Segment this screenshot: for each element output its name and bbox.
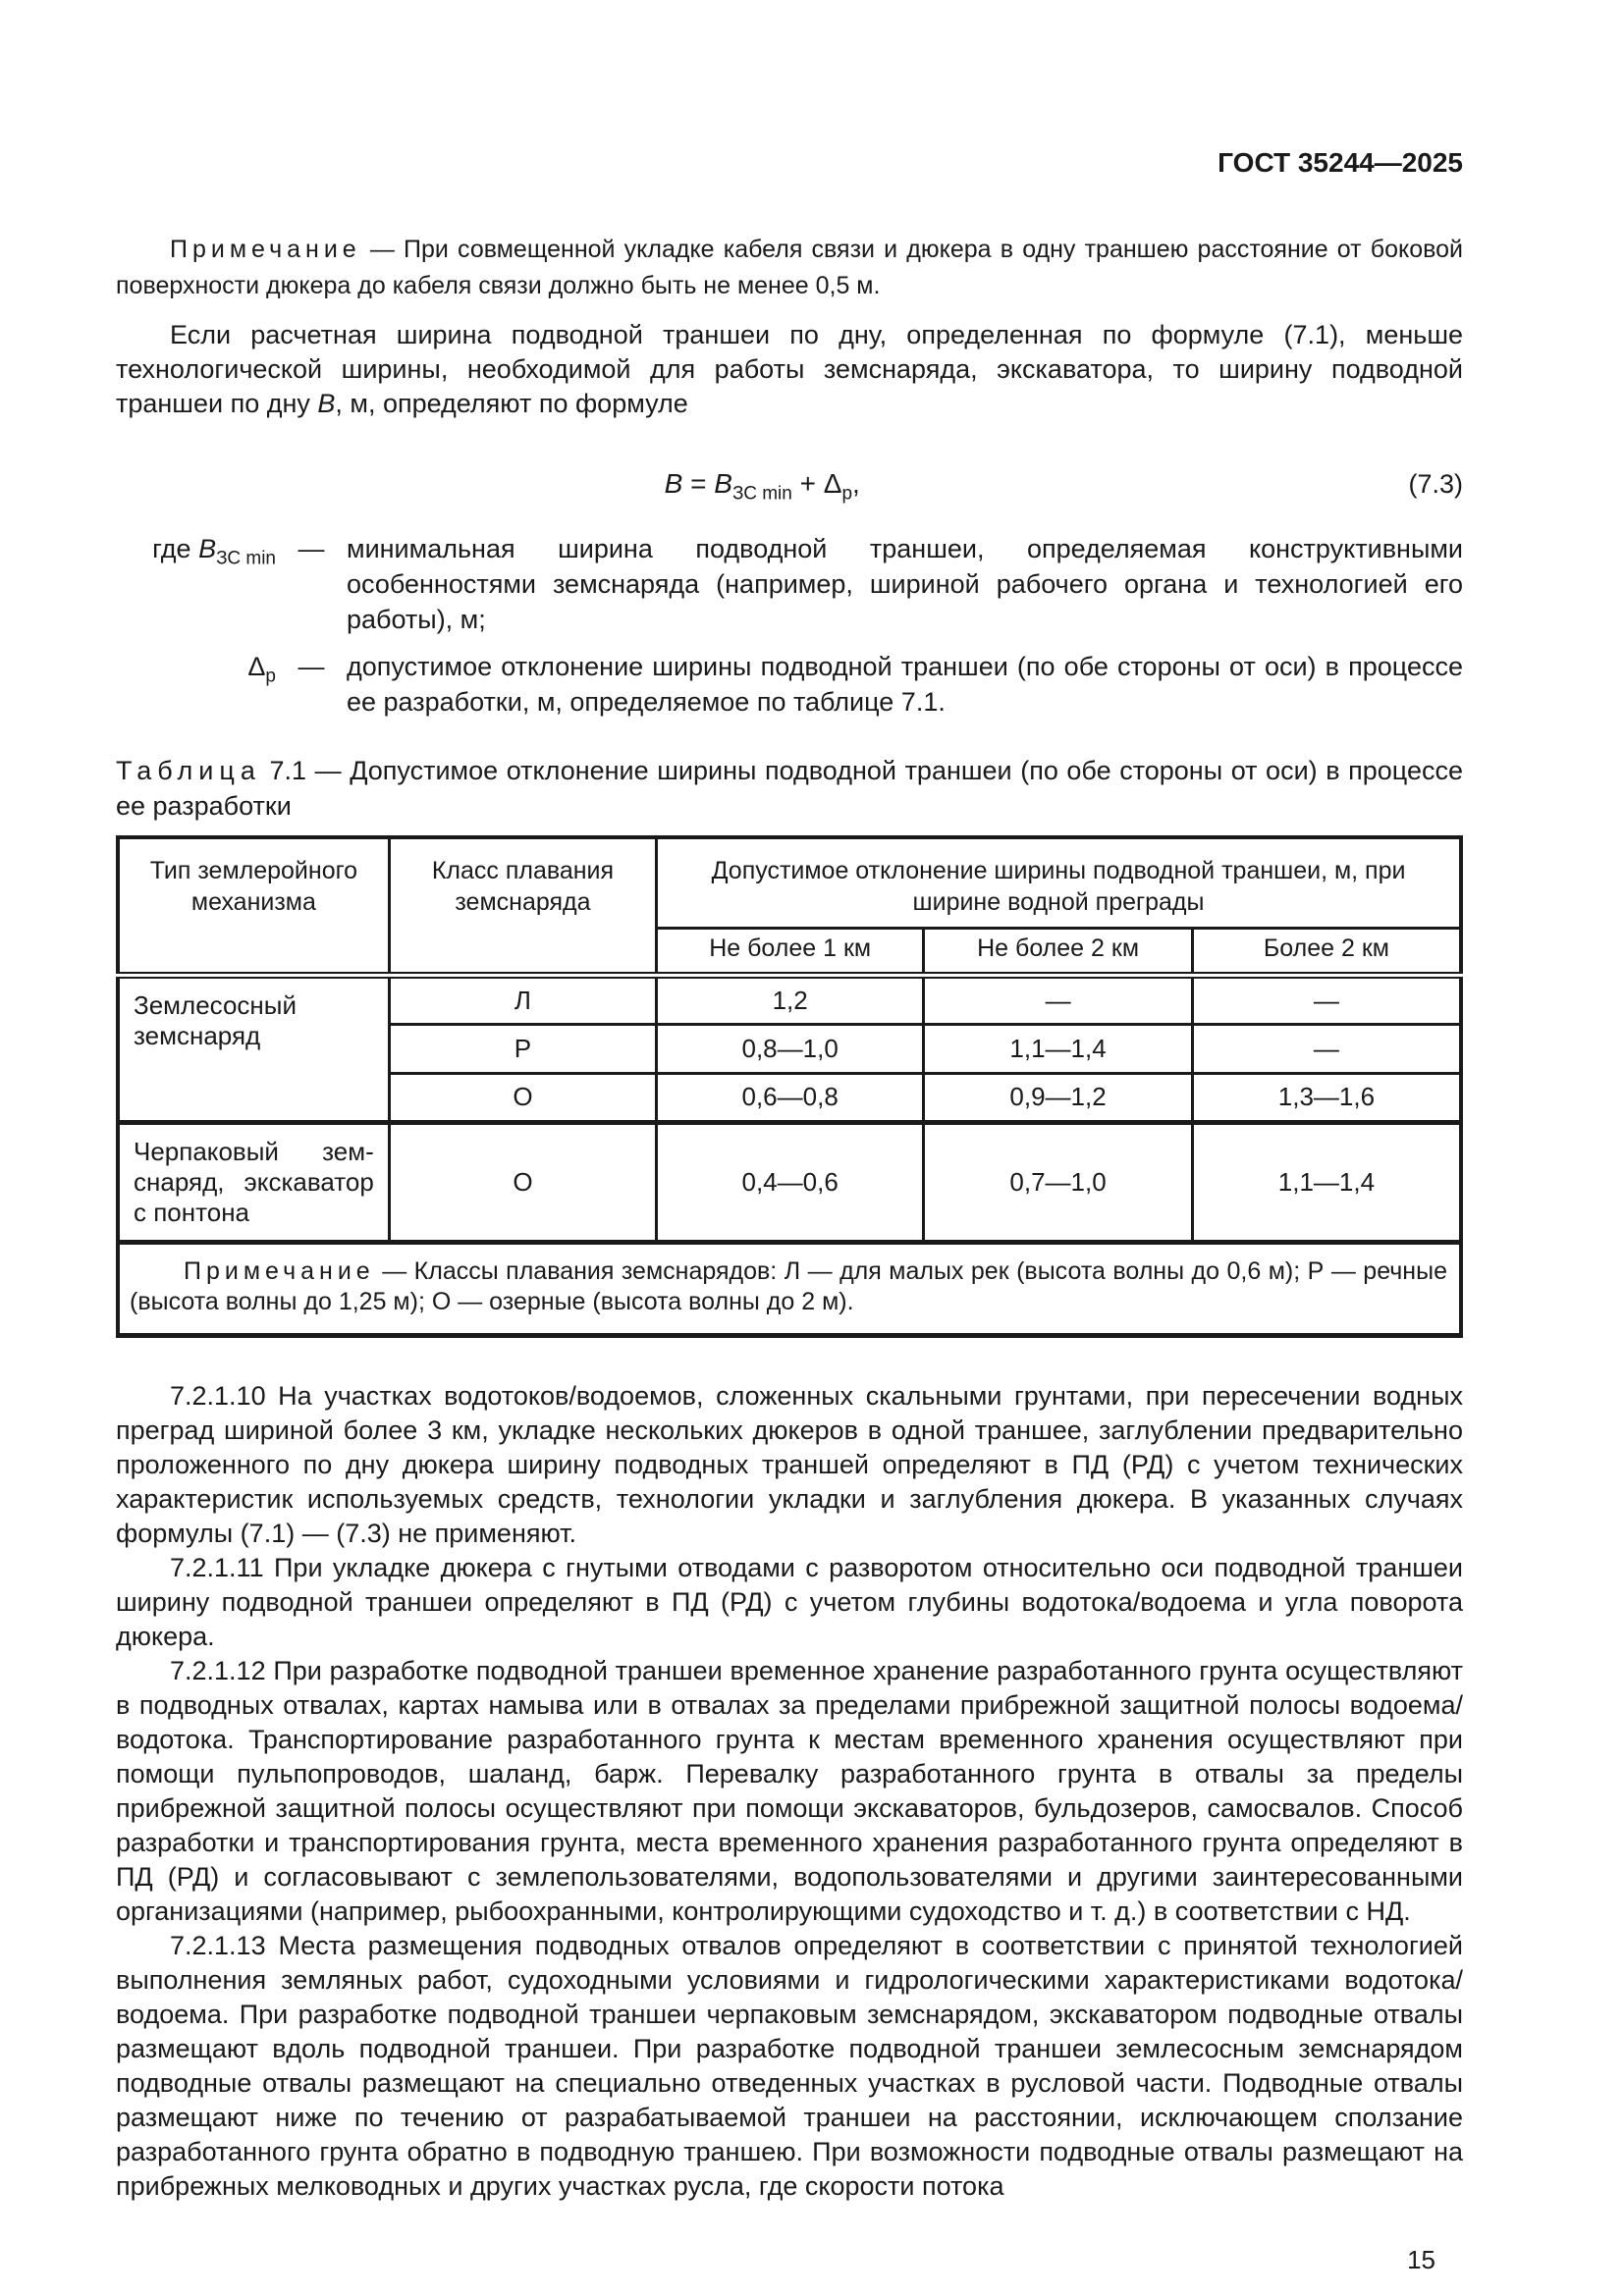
formula-lhs: В <box>664 468 683 499</box>
cell-value: 1,1—1,4 <box>1192 1122 1461 1242</box>
clause-text: На участках водотоков/водоемов, сложенных скальными грунтами, при пересечении водных преград шириной более 3 км, укладке нескольких дюкеров в одной траншее, заглублении предварительно проложенного по дну дюкера ширину подводных траншей определяют в ПД (РД) с учетом технических характеристик используемых средств, технологии укладки и заглубления дюкера. В указанных случаях формулы (7.1) — (7.3) не применяют. <box>116 1380 1463 1548</box>
symbol-term <box>116 531 276 637</box>
cell-float-class: О <box>389 1122 656 1242</box>
column-header-machine-type: Тип землеройного механизма <box>118 837 389 975</box>
symbol-definition: допустимое отклонение ширины подводной траншеи (по обе стороны от оси) в процессе ее разработки, м, определяемое по таблице 7.1. <box>347 652 1463 717</box>
cell-float-class: Л <box>389 975 656 1024</box>
intro-text-2: , м, определяют по формуле <box>335 389 688 418</box>
definition-dash: — <box>298 534 325 563</box>
cell-machine-type: Черпаковый земснаряд, экскаватор с понтона <box>118 1122 389 1242</box>
symbol-definitions <box>116 531 1463 720</box>
symbol-subscript: ЗС min <box>216 548 276 569</box>
cell-value: 0,6—0,8 <box>657 1073 924 1122</box>
formula-rhs-subscript: ЗС min <box>731 483 792 505</box>
table-caption <box>116 753 1463 824</box>
clause-paragraph <box>116 1654 1463 1929</box>
cell-value: 1,1—1,4 <box>924 1024 1193 1073</box>
table-7-1 <box>116 835 1463 1338</box>
cell-value: 0,4—0,6 <box>657 1122 924 1242</box>
symbol-term <box>116 649 276 720</box>
clause-number: 7.2.1.11 <box>170 1552 264 1582</box>
formula-plus: + <box>791 468 824 499</box>
clause-paragraph <box>116 1929 1463 2204</box>
equation-number: (7.3) <box>1408 469 1463 499</box>
note-text: — При совмещенной укладке кабеля связи и дюкера в одну траншею расстояние от боковой поверхности дюкера до кабеля связи должно быть не менее 0,5 м. <box>116 236 1463 299</box>
symbol-subscript: р <box>265 666 276 687</box>
clause-text: При укладке дюкера с гнутыми отводами с разворотом относительно оси подводной траншеи ширину подводной траншеи определяют в ПД (РД) с учетом глубины водотока/водоема и угла поворота дюкера. <box>116 1552 1463 1651</box>
definition-dash: — <box>298 652 325 681</box>
column-header-up-to-1km: Не более 1 км <box>657 928 924 975</box>
column-header-deviation: Допустимое отклонение ширины подводной траншеи, м, при ширине водной преграды <box>657 837 1461 928</box>
width-variable: В <box>317 389 336 418</box>
symbol-base: Δ <box>247 652 266 681</box>
note-paragraph <box>116 232 1463 304</box>
column-header-float-class: Класс плавания земснаряда <box>389 837 656 975</box>
symbol-definition: минимальная ширина подводной траншеи, определяемая конструктивными особенностями земснаряда (например, шириной рабочего органа и технологией его работы), м; <box>347 534 1463 634</box>
table-row <box>118 1122 1461 1242</box>
body-paragraph <box>116 318 1463 421</box>
table-note-label: Примечание <box>184 1256 375 1285</box>
cell-value: 0,8—1,0 <box>657 1024 924 1073</box>
clause-text: Места размещения подводных отвалов определяют в соответствии с принятой технологией выполнения земляных работ, судоходными условиями и гидрологическими характеристиками водотока/водоема. При разработке подводной траншеи черпаковым земснарядом, экскаватором подводные отвалы размещают вдоль подводной траншеи. При разработке подводной траншеи землесосным земснарядом подводные отвалы размещают на специально отведенных участках в русловой части. Подводные отвалы размещают ниже по течению от разрабатываемой траншеи на расстоянии, исключающем сползание разработанного грунта обратно в подводную траншею. При возможности подводные отвалы размещают на прибрежных мелководных и других участках русла, где скорости потока <box>116 1930 1463 2201</box>
intro-text-1: Если расчетная ширина подводной траншеи по дну, определенная по формуле (7.1), меньше технологической ширины, необходимой для работы земснаряда, экскаватора, то ширину подводной траншеи по дну <box>116 320 1463 418</box>
clause-text: При разработке подводной траншеи временное хранение разработанного грунта осуществляют в подводных отвалах, картах намыва или в отвалах за пределами прибрежной защитной полосы водоема/водотока. Транспортирование разработанного грунта к местам временного хранения осуществляют при помощи пульпопроводов, шаланд, барж. Перевалку разработанного грунта в отвалы за пределы прибрежной защитной полосы осуществляют при помощи экскаваторов, бульдозеров, самосвалов. Способ разработки и транспортирования грунта, места временного хранения разработанного грунта определяют в ПД (РД) и согласовывают с землепользователями, водопользователями и другими заинтересованными организациями (например, рыбоохранными, контролирующими судоходство и т. д.) в соответствии с НД. <box>116 1655 1463 1926</box>
clause-number: 7.2.1.12 <box>170 1655 266 1685</box>
table-caption-text: — Допустимое отклонение ширины подводной траншеи (по обе стороны от оси) в процессе ее разработки <box>116 756 1463 821</box>
column-header-up-to-2km: Не более 2 км <box>924 928 1193 975</box>
document-code: ГОСТ 35244—2025 <box>1218 147 1463 178</box>
clauses-section <box>116 1379 1463 2204</box>
symbol-base: В <box>198 534 217 563</box>
cell-machine-type: Землесосный земснаряд <box>118 975 389 1122</box>
table-note-row <box>118 1242 1461 1335</box>
formula-7-3 <box>116 468 1408 505</box>
symbol-definition-row <box>116 531 1463 637</box>
cell-value: 0,7—1,0 <box>924 1122 1193 1242</box>
clause-number: 7.2.1.13 <box>170 1930 266 1960</box>
formula-delta-subscript: р <box>841 483 853 505</box>
formula-rhs-base: В <box>714 468 732 499</box>
formula-comma: , <box>852 468 860 499</box>
cell-value: 1,2 <box>657 975 924 1024</box>
clause-number: 7.2.1.10 <box>170 1380 266 1411</box>
note-label: Примечание <box>170 236 361 263</box>
cell-value: — <box>1192 1024 1461 1073</box>
cell-float-class: Р <box>389 1024 656 1073</box>
where-word: где <box>152 534 191 563</box>
formula-block <box>116 468 1463 505</box>
clause-paragraph <box>116 1379 1463 1551</box>
table-note-text: — Классы плавания земснарядов: Л — для малых рек (высота волны до 0,6 м); Р — речные (высота волны до 1,25 м); О — озерные (высота волны до 2 м). <box>130 1256 1447 1315</box>
cell-value: 0,9—1,2 <box>924 1073 1193 1122</box>
cell-value: 1,3—1,6 <box>1192 1073 1461 1122</box>
table-caption-label: Таблица <box>116 756 261 785</box>
formula-equals: = <box>682 468 715 499</box>
symbol-definition-row <box>116 649 1463 720</box>
cell-value: — <box>1192 975 1461 1024</box>
page-number: 15 <box>1407 2244 1435 2274</box>
table-caption-number: 7.1 <box>269 756 307 785</box>
table-row <box>118 975 1461 1024</box>
formula-delta: Δ <box>823 468 842 499</box>
table-note <box>118 1242 1461 1335</box>
cell-float-class: О <box>389 1073 656 1122</box>
cell-value: — <box>924 975 1193 1024</box>
column-header-over-2km: Более 2 км <box>1192 928 1461 975</box>
clause-paragraph <box>116 1551 1463 1654</box>
